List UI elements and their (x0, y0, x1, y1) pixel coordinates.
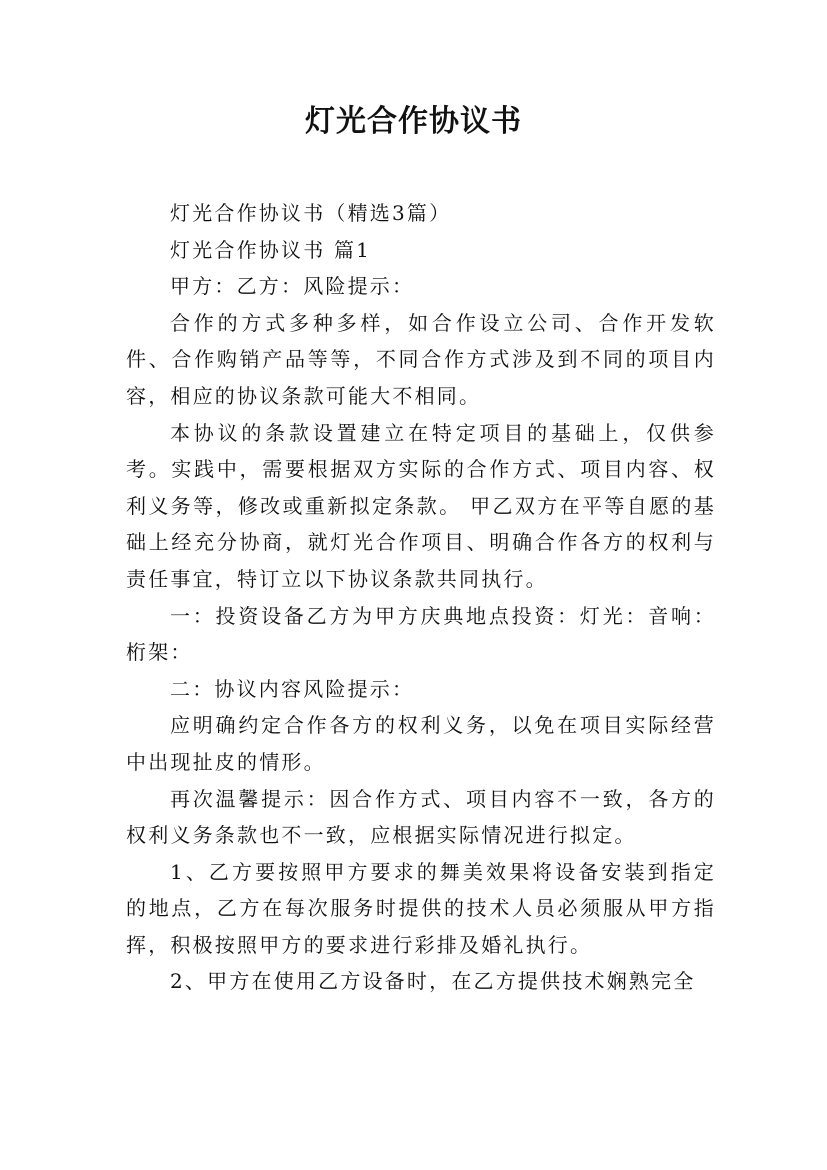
paragraph-clause-1: 1、乙方要按照甲方要求的舞美效果将设备安装到指定的地点，乙方在每次服务时提供的技术人员必须服从甲方指挥，积极按照甲方的要求进行彩排及婚礼执行。 (126, 859, 716, 957)
document-body (126, 195, 716, 1000)
paragraph-agreement-content: 二：协议内容风险提示： (170, 676, 415, 701)
paragraph-rights-obligations: 应明确约定合作各方的权利义务，以免在项目实际经营中出现扯皮的情形。 (126, 713, 716, 774)
paragraph-heading-article-1: 灯光合作协议书 篇1 (170, 237, 372, 262)
paragraph-clause-2: 2、甲方在使用乙方设备时，在乙方提供技术娴熟完全 (170, 969, 696, 994)
paragraph-investment-equipment: 一：投资设备乙方为甲方庆典地点投资：灯光：音响：桁架： (126, 603, 716, 665)
paragraph-cooperation-methods: 合作的方式多种多样，如合作设立公司、合作开发软件、合作购销产品等等，不同合作方式涉及到不同的项目内容，相应的协议条款可能大不相同。 (126, 310, 716, 408)
paragraph-reminder: 再次温馨提示：因合作方式、项目内容不一致，各方的权利义务条款也不一致，应根据实际情况进行拟定。 (126, 786, 716, 848)
document-title: 灯光合作协议书 (305, 104, 522, 139)
paragraph-heading-collection: 灯光合作协议书（精选3篇） (170, 201, 452, 225)
paragraph-parties-risk: 甲方：乙方：风险提示： (170, 274, 415, 299)
paragraph-terms-basis: 本协议的条款设置建立在特定项目的基础上，仅供参考。实践中，需要根据双方实际的合作方式、项目内容、权利义务等，修改或重新拟定条款。 甲乙双方在平等自愿的基础上经充分协商，就灯光合作项目、明确合作各方的权利与责任事宜，特订立以下协议条款共同执行。 (126, 420, 716, 591)
